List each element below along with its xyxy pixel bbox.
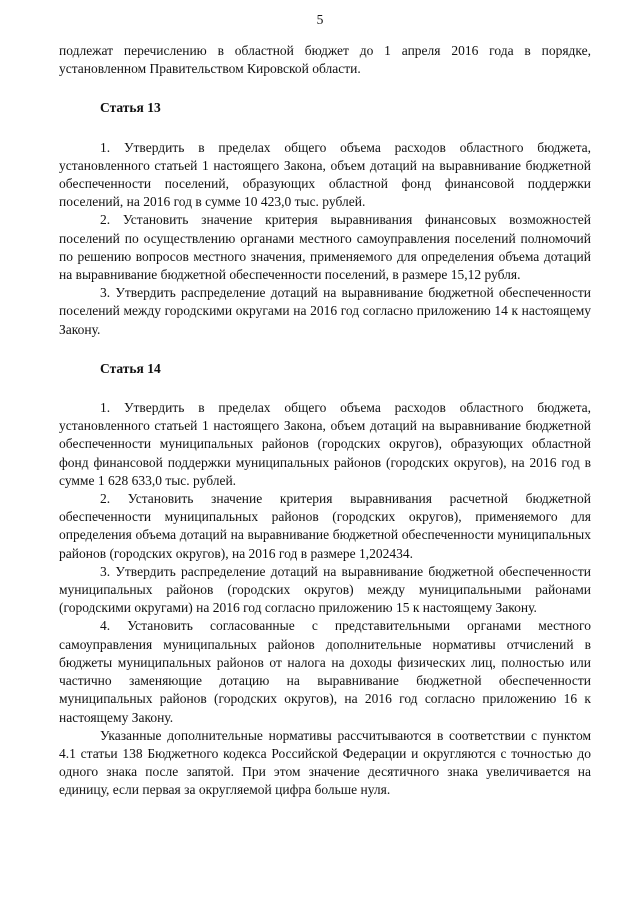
article-paragraph: 2. Установить значение критерия выравнивания расчетной бюджетной обеспеченности муниципальных районов (городских округов), применяемого для определения объема дотаций на выравнивание бюджетной обеспеченности муниципальных районов (городских округов), на 2016 год в размере 1,202434. <box>59 491 591 561</box>
article-paragraph: Указанные дополнительные нормативы рассчитываются в соответствии с пунктом 4.1 статьи 138 Бюджетного кодекса Российской Федерации и округляются с точностью до одного знака после запятой. При этом значение десятичного знака увеличивается на единицу, если первая за округляемой цифра больше нуля. <box>59 727 591 798</box>
article-paragraph: 3. Утвердить распределение дотаций на выравнивание бюджетной обеспеченности муниципальных районов (городских округов) между муниципальными районами (городскими округами) на 2016 год согласно приложению 15 к настоящему Закону. <box>59 563 591 616</box>
article-paragraph: 3. Утвердить распределение дотаций на выравнивание бюджетной обеспеченности поселений между городскими округами на 2016 год согласно приложению 14 к настоящему Закону. <box>59 285 591 337</box>
article-heading: Статья 14 <box>100 360 161 376</box>
intro-paragraph: подлежат перечислению в областной бюджет до 1 апреля 2016 года в порядке, установленном Правительством Кировской области. <box>59 43 591 77</box>
article-13 <box>59 99 591 338</box>
page-number: 5 <box>316 12 324 27</box>
document-body <box>59 42 591 800</box>
article-paragraph: 1. Утвердить в пределах общего объема расходов областного бюджета, установленного статьей 1 настоящего Закона, объем дотаций на выравнивание бюджетной обеспеченности поселений, образующих областной фонд финансовой поддержки поселений, на 2016 год в сумме 10 423,0 тыс. рублей. <box>59 139 591 210</box>
article-heading: Статья 13 <box>100 100 161 116</box>
article-14 <box>59 360 591 800</box>
article-paragraph: 2. Установить значение критерия выравнивания финансовых возможностей поселений по осуществлению органами местного самоуправления поселений полномочий по решению вопросов местного значения, применяемого для определения объема дотаций на выравнивание бюджетной обеспеченности поселений, в размере 15,12 рубля. <box>59 212 591 283</box>
article-paragraph: 4. Установить согласованные с представительными органами местного самоуправления муниципальных районов дополнительные нормативы отчислений в бюджеты муниципальных районов от налога на доходы физических лиц, полностью или частично заменяющие дотацию на выравнивание бюджетной обеспеченности муниципальных районов (городских округов), на 2016 год согласно приложению 16 к настоящему Закону. <box>59 618 591 725</box>
article-paragraph: 1. Утвердить в пределах общего объема расходов областного бюджета, установленного статьей 1 настоящего Закона, объем дотаций на выравнивание бюджетной обеспеченности муниципальных районов (городских округов), образующих областной фонд финансовой поддержки муниципальных районов (городских округов), на 2016 год в сумме 1 628 633,0 тыс. рублей. <box>59 400 591 488</box>
